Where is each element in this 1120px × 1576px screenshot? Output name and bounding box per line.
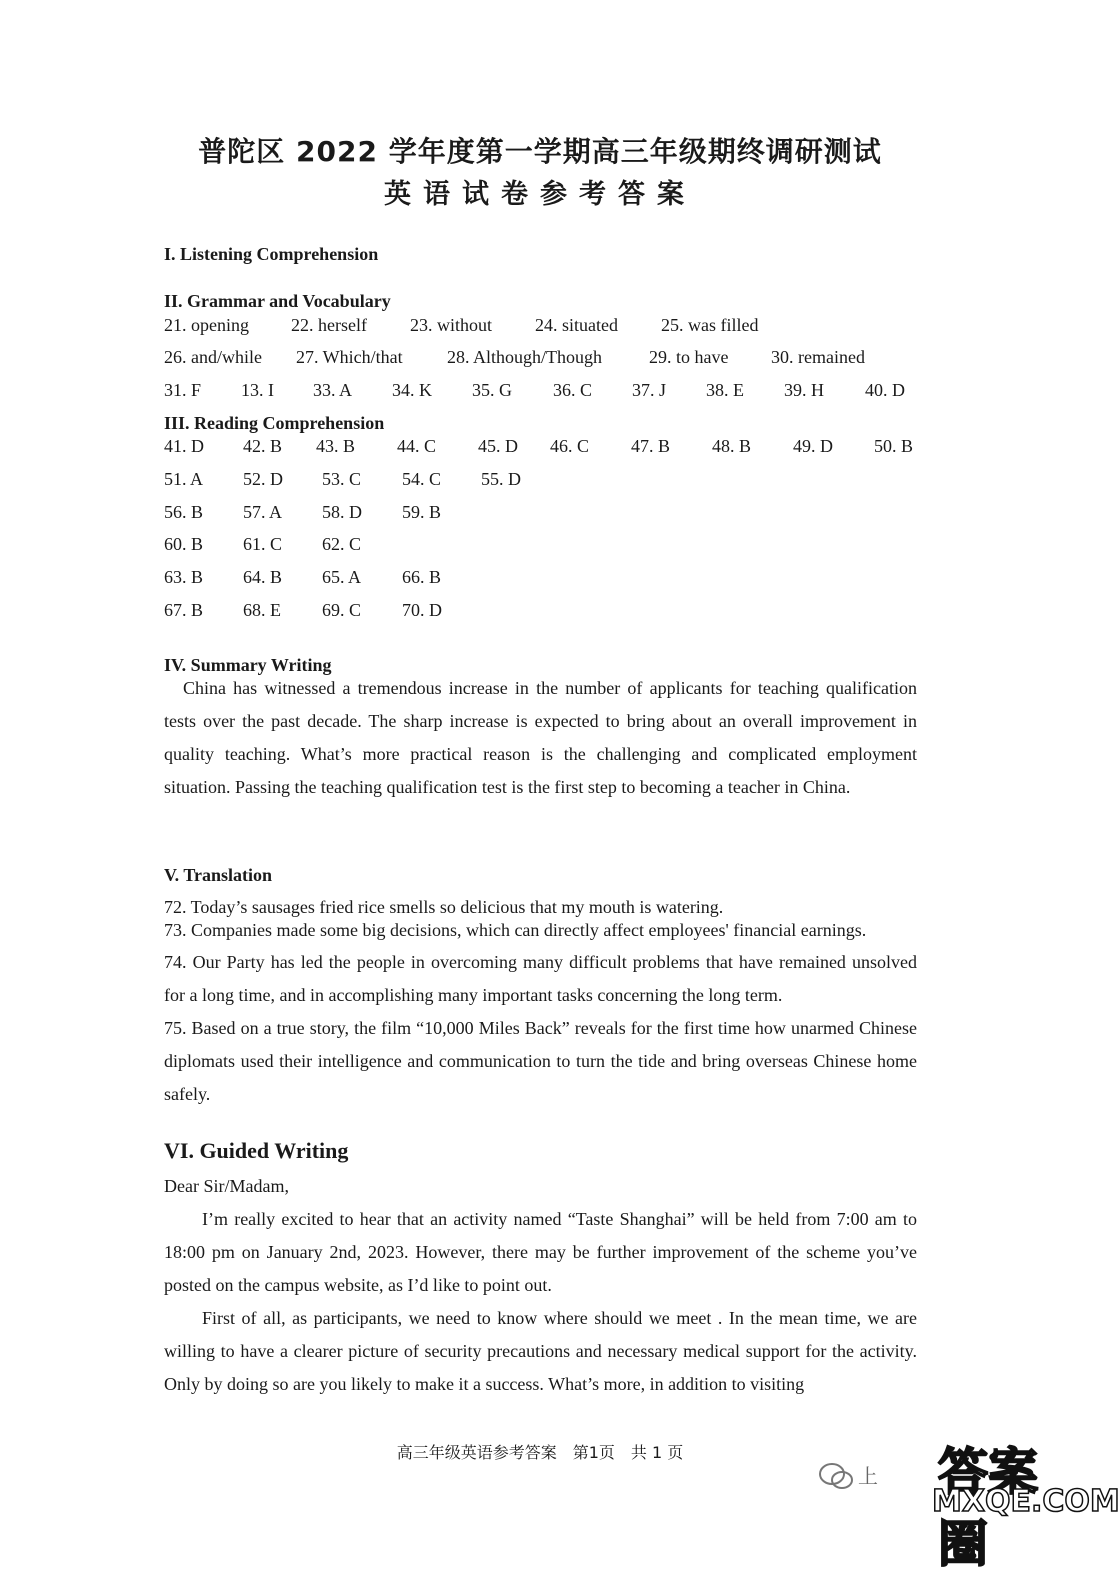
answer-item: 61. C — [243, 534, 283, 554]
answer-item: 42. B — [243, 436, 283, 456]
answer-item: 64. B — [243, 567, 283, 587]
answer-item: 38. E — [706, 380, 744, 400]
section-guided: VI. Guided Writing — [164, 1138, 349, 1163]
watermark-logo-text: 答案圈 — [938, 1443, 1038, 1573]
answer-item: 60. B — [164, 534, 204, 554]
answer-item: 54. C — [402, 469, 442, 489]
watermark-logo — [894, 1432, 1120, 1573]
answer-item: 36. C — [553, 380, 593, 400]
answer-item: 49. D — [793, 436, 833, 456]
answer-item: 28. Although/Though — [447, 347, 603, 367]
answer-item: 44. C — [397, 436, 437, 456]
answer-item: 63. B — [164, 567, 204, 587]
watermark-url: MXQE.COM — [932, 1484, 1120, 1519]
answer-item: 31. F — [164, 380, 202, 400]
answer-item: 70. D — [402, 600, 442, 620]
answer-item: 26. and/while — [164, 347, 262, 367]
translation-72: 72. Today’s sausages fried rice smells so delicious that my mouth is watering. — [164, 897, 724, 917]
answer-item: 22. herself — [291, 315, 367, 335]
page-subtitle: 英语试卷参考答案 — [384, 179, 696, 210]
summary-paragraph: China has witnessed a tremendous increase in the number of applicants for teaching qualification tests over the past decade. The sharp increase is expected to bring about an overall improvement in quality teaching. What’s more practical reason is the challenging and complicated employment situation. Passing the teaching qualification test is the first step to becoming a teacher in China. — [164, 678, 917, 797]
answer-item: 51. A — [164, 469, 204, 489]
letter-paragraph-2: First of all, as participants, we need to know where should we meet . In the mean time, we are willing to have a clearer picture of security precautions and necessary medical support for the activity. Only by doing so are you likely to make it a success. What’s more, in addition to visiting — [164, 1308, 917, 1394]
answer-item: 47. B — [631, 436, 671, 456]
answer-item: 43. B — [316, 436, 356, 456]
page-title: 普陀区 2022 学年度第一学期高三年级期终调研测试 — [198, 135, 882, 168]
translation-74: 74. Our Party has led the people in overcoming many difficult problems that have remained unsolved for a long time, and in accomplishing many important tasks concerning the long term. — [164, 952, 917, 1005]
answer-item: 30. remained — [771, 347, 865, 367]
answer-item: 56. B — [164, 502, 204, 522]
answer-item: 35. G — [472, 380, 512, 400]
letter-salutation: Dear Sir/Madam, — [164, 1176, 289, 1196]
answer-item: 24. situated — [535, 315, 618, 335]
answer-item: 21. opening — [164, 315, 249, 335]
page-footer: 高三年级英语参考答案 第1页 共 1 页 — [396, 1443, 684, 1462]
watermark-source-text: 上 — [858, 1464, 878, 1488]
wechat-icon — [818, 1462, 854, 1492]
answer-item: 66. B — [402, 567, 442, 587]
letter-paragraph-1: I’m really excited to hear that an activity named “Taste Shanghai” will be held from 7:00 am to 18:00 pm on January 2nd, 2023. However, there may be further improvement of the scheme you’ve posted on the campus website, as I’d like to point out. — [164, 1209, 917, 1295]
answer-item: 40. D — [865, 380, 905, 400]
translation-73: 73. Companies made some big decisions, which can directly affect employees' financial earnings. — [164, 920, 867, 940]
answer-item: 52. D — [243, 469, 283, 489]
answer-item: 45. D — [478, 436, 518, 456]
answer-item: 62. C — [322, 534, 362, 554]
answer-item: 39. H — [784, 380, 824, 400]
answer-item: 50. B — [874, 436, 914, 456]
section-translation: V. Translation — [164, 865, 273, 885]
answer-item: 34. K — [392, 380, 432, 400]
answer-item: 23. without — [410, 315, 493, 335]
section-grammar: II. Grammar and Vocabulary — [164, 291, 391, 311]
answer-item: 27. Which/that — [296, 347, 403, 367]
answer-item: 33. A — [313, 380, 353, 400]
answer-item: 59. B — [402, 502, 442, 522]
section-reading: III. Reading Comprehension — [164, 413, 385, 433]
answer-item: 69. C — [322, 600, 362, 620]
answer-item: 48. B — [712, 436, 752, 456]
answer-item: 41. D — [164, 436, 204, 456]
answer-item: 65. A — [322, 567, 362, 587]
answer-item: 46. C — [550, 436, 590, 456]
answer-item: 37. J — [632, 380, 667, 400]
answer-item: 25. was filled — [661, 315, 759, 335]
translation-75: 75. Based on a true story, the film “10,000 Miles Back” reveals for the first time how unarmed Chinese diplomats used their intelligence and communication to turn the tide and bring overseas Chinese home safely. — [164, 1018, 917, 1104]
answer-item: 13. I — [241, 380, 274, 400]
section-summary: IV. Summary Writing — [164, 655, 332, 675]
answer-item: 58. D — [322, 502, 362, 522]
section-listening: I. Listening Comprehension — [164, 244, 379, 264]
answer-item: 57. A — [243, 502, 283, 522]
answer-item: 53. C — [322, 469, 362, 489]
answer-item: 68. E — [243, 600, 281, 620]
answer-item: 55. D — [481, 469, 521, 489]
answer-item: 29. to have — [649, 347, 729, 367]
answer-item: 67. B — [164, 600, 204, 620]
